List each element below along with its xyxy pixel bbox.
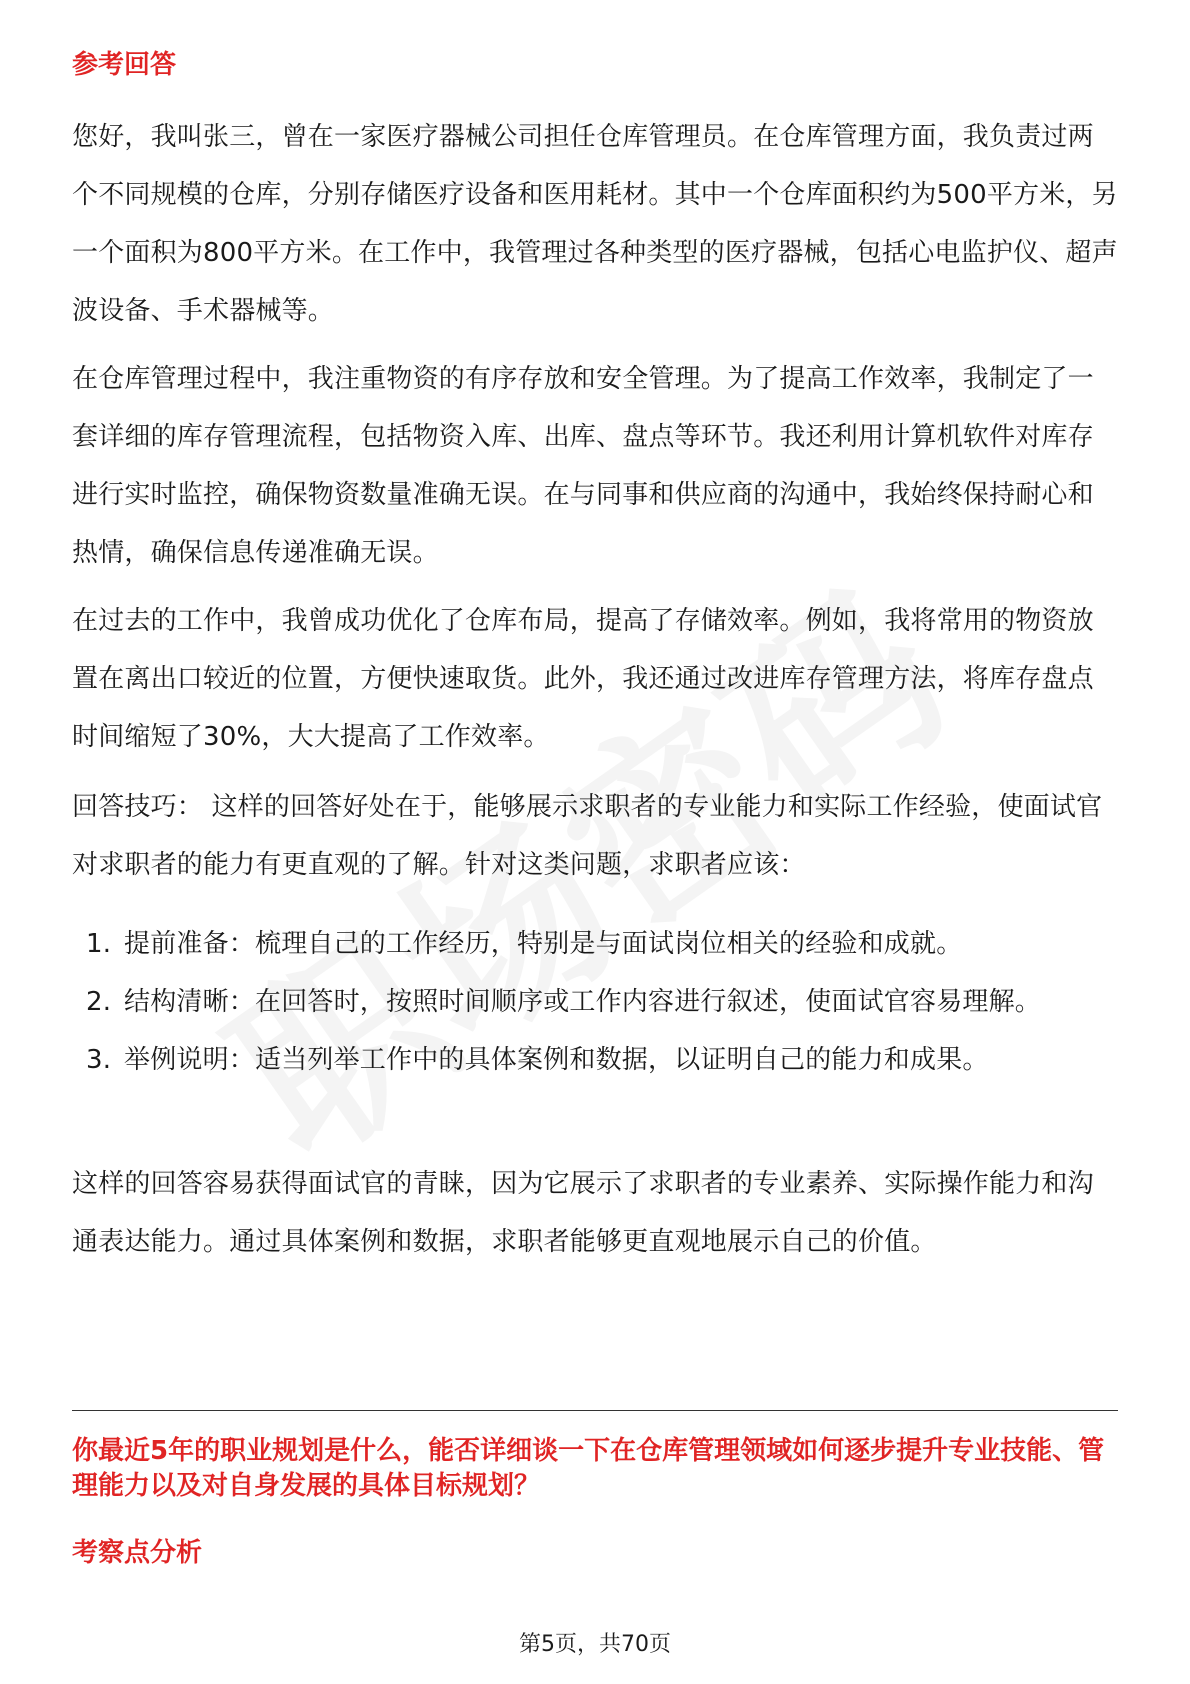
page-footer: 第5页，共70页 — [519, 1632, 671, 1657]
list-item-text: 提前准备：梳理自己的工作经历，特别是与面试岗位相关的经验和成就。 — [124, 929, 963, 959]
list-item — [72, 915, 1118, 973]
list-item — [72, 973, 1118, 1031]
list-item-text: 举例说明：适当列举工作中的具体案例和数据，以证明自己的能力和成果。 — [124, 1045, 989, 1075]
answer-paragraph-1: 您好，我叫张三，曾在一家医疗器械公司担任仓库管理员。在仓库管理方面，我负责过两个不同规模的仓库，分别存储医疗设备和医用耗材。其中一个仓库面积约为500平方米，另一个面积为800平方米。在工作中，我管理过各种类型的医疗器械，包括心电监护仪、超声波设备、手术器械等。 — [72, 122, 1118, 326]
answer-paragraph-2: 在仓库管理过程中，我注重物资的有序存放和安全管理。为了提高工作效率，我制定了一套详细的库存管理流程，包括物资入库、出库、盘点等环节。我还利用计算机软件对库存进行实时监控，确保物资数量准确无误。在与同事和供应商的沟通中，我始终保持耐心和热情，确保信息传递准确无误。 — [72, 364, 1094, 568]
list-item-number: 2. — [86, 987, 112, 1017]
answer-heading: 参考回答 — [72, 50, 177, 80]
summary-paragraph: 这样的回答容易获得面试官的青睐，因为它展示了求职者的专业素养、实际操作能力和沟通表达能力。通过具体案例和数据，求职者能够更直观地展示自己的价值。 — [72, 1169, 1094, 1257]
list-item-text: 结构清晰：在回答时，按照时间顺序或工作内容进行叙述，使面试官容易理解。 — [124, 987, 1042, 1017]
list-item — [72, 1031, 1118, 1089]
list-item-number: 1. — [86, 929, 112, 959]
section-divider — [72, 1410, 1118, 1411]
answer-paragraph-3: 在过去的工作中，我曾成功优化了仓库布局，提高了存储效率。例如，我将常用的物资放置在离出口较近的位置，方便快速取货。此外，我还通过改进库存管理方法，将库存盘点时间缩短了30%，大大提高了工作效率。 — [72, 606, 1094, 752]
tips-intro-paragraph: 回答技巧： 这样的回答好处在于，能够展示求职者的专业能力和实际工作经验，使面试官对求职者的能力有更直观的了解。针对这类问题，求职者应该： — [72, 792, 1103, 880]
analysis-heading: 考察点分析 — [72, 1538, 203, 1568]
list-item-number: 3. — [86, 1045, 112, 1075]
tips-list — [72, 915, 1118, 1089]
next-question-heading: 你最近5年的职业规划是什么，能否详细谈一下在仓库管理领域如何逐步提升专业技能、管理能力以及对自身发展的具体目标规划？ — [72, 1436, 1105, 1501]
